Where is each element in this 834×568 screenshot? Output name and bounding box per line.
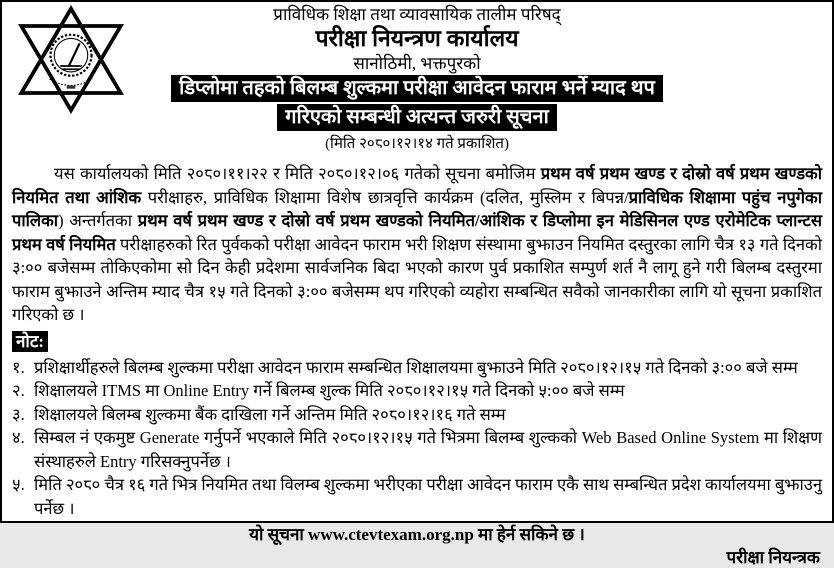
paragraph-segment: परीक्षाहरु, प्राविधिक शिक्षामा विशेष छात्रवृत्ति कार्यक्रम (दलित, मुस्लिम र बिपन्न/ [141,187,629,207]
notice-paragraph [12,162,822,327]
note-item-5 [12,473,822,520]
notice-title-line2: गरिएको सम्बन्धी अत्यन्त जरुरी सूचना [277,104,557,131]
website-info-line: यो सूचना www.ctevtexam.org.np मा हेर्न सकिने छ । [249,525,585,544]
published-date: (मिति २०८०।१२।१४ गते प्रकाशित) [325,136,509,152]
note-item-number: १. [12,357,25,377]
notice-title [12,75,822,133]
paragraph-segment-bold: प्राविधिक शिक्षामा पहुंच नपुगेका पालिका [12,187,822,230]
note-item-text: प्रशिक्षार्थीहरुले बिलम्ब शुल्कमा परीक्षा आवेदन फाराम सम्बन्धित शिक्षालयमा बुझाउने मिति २०८०।१२।१५ गते दिनको ३:०० बजे सम्म [34,357,798,377]
note-item-text: शिक्षालयले बिलम्ब शुल्कमा बैंक दाखिला गर्ने अन्तिम मिति २०८०।१२।१६ गते सम्म [34,404,506,424]
note-item-text: शिक्षालयले ITMS मा Online Entry गर्ने बिलम्ब शुल्क मिति २०८०।१२।१५ गते दिनको ५:०० बजे सम्म [34,381,625,400]
office-name: परीक्षा नियन्त्रण कार्यालय [315,26,519,51]
ctevt-star-icon [16,12,126,120]
note-label: नोट: [12,331,48,352]
ctevt-logo [16,12,126,120]
note-list [12,356,822,521]
notice-title-line1: डिप्लोमा तहको बिलम्ब शुल्कमा परीक्षा आवेदन फाराम भर्ने म्याद थप [171,75,663,102]
note-item-number: ३. [12,404,25,424]
note-item-number: २. [12,381,25,400]
note-item-3 [12,403,822,427]
note-item-2 [12,379,822,403]
note-section [12,331,822,354]
office-location: सानोठिमी, भक्तपुरको [353,54,481,73]
note-item-1 [12,356,822,380]
note-item-number: ४. [12,428,25,447]
note-item-4 [12,426,822,473]
paragraph-segment: परीक्षाहरुको रित पुर्वकको परीक्षा आवेदन फाराम भरी शिक्षण संस्थामा बुझाउन नियमित दस्तुरका लागि चैत्र १३ गते दिनको ३:०० बजेसम्म तोकिएकोमा सो दिन केही प्रदेशमा सार्वजनिक बिदा भएको कारण पुर्व प्रकाशित सम्पुर्ण शर्त नै लागू हुने गरी बिलम्ब दस्तुरमा फाराम बुझाउने अन्तिम म्याद चैत्र १५ गते दिनको ३:०० बजेसम्म थप गरिएको व्यहोरा सम्बन्धित सवैको जानकारीका लागि यो सूचना प्रकाशित गरिएको छ । [12,234,822,324]
paragraph-segment: यस कार्यालयको मिति २०८०।११।२२ र मिति २०८०।१२।०६ गतेको सूचना बमोजिम [54,164,541,183]
notice-header [12,5,822,154]
paragraph-segment-bold: प्रथम वर्ष प्रथम खण्ड र दोस्रो वर्ष प्रथम खण्डको नियमित/आंशिक र डिप्लोमा इन मेडिसिनल एण्ड एरोमेटिक प्लान्टस प्रथम वर्ष नियमित [12,211,822,254]
note-item-text: सिम्बल नं एकमुष्ट Generate गर्नुपर्ने भएकाले मिति २०८०।१२।१५ गते भित्रमा बिलम्ब शुल्कको Web Based Online System मा शिक्षण संस्थाहरुले Entry गरिसक्नुपर्नेछ । [34,428,822,471]
signature-title: परीक्षा नियन्त्रक [726,548,820,567]
paragraph-segment: ) अन्तर्गतका [58,211,138,230]
note-item-number: ५. [12,475,25,494]
note-item-text: मिति २०८० चैत्र १६ गते भित्र नियमित तथा विलम्ब शुल्कमा भरीएका परीक्षा आवेदन फाराम एकै साथ सम्बन्धित प्रदेश कार्यालयमा बुझाउनु पर्नेछ । [34,475,822,518]
organization-name: प्राविधिक शिक्षा तथा व्यावसायिक तालीम परिषद् [273,5,561,24]
paragraph-segment-bold: प्रथम वर्ष प्रथम खण्ड र दोस्रो वर्ष प्रथम खण्डको नियमित तथा आंशिक [12,164,823,207]
